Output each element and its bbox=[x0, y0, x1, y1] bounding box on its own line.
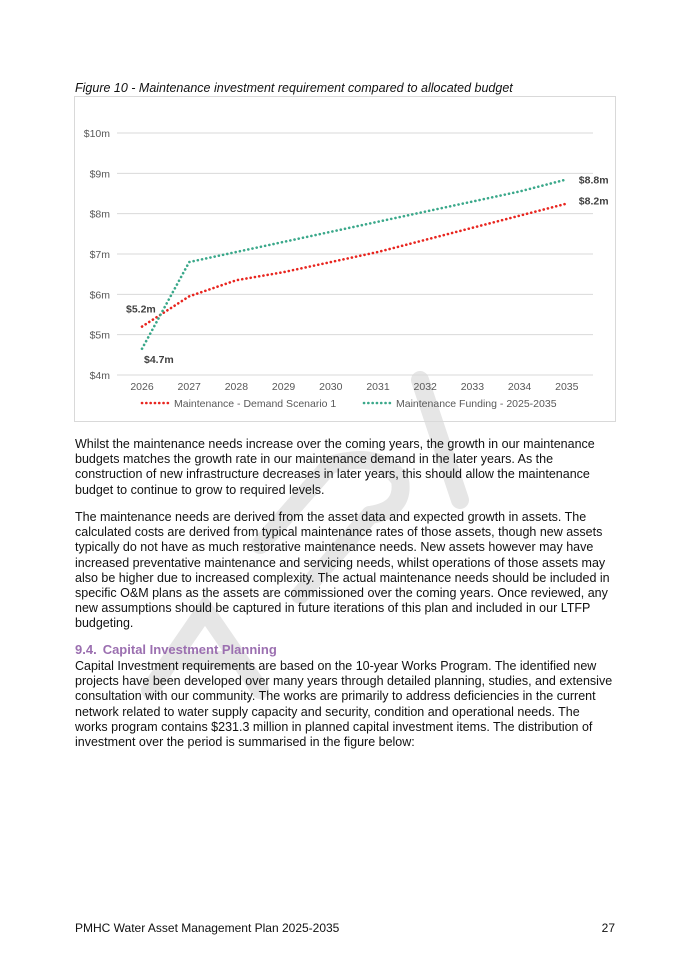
data-labels bbox=[126, 174, 609, 365]
footer-page-number: 27 bbox=[601, 921, 615, 935]
section-title: Capital Investment Planning bbox=[102, 642, 277, 657]
y-tick-label: $9m bbox=[89, 168, 110, 181]
y-tick-label: $10m bbox=[83, 128, 110, 140]
data-label: $4.7m bbox=[144, 353, 174, 366]
x-tick-label: 2026 bbox=[130, 381, 154, 393]
y-tick-label: $7m bbox=[89, 249, 110, 261]
x-tick-label: 2033 bbox=[460, 381, 485, 393]
section-heading bbox=[75, 642, 277, 657]
series-line-1 bbox=[142, 204, 567, 327]
y-tick-label: $8m bbox=[89, 208, 110, 221]
legend-label: Maintenance Funding - 2025-2035 bbox=[396, 398, 557, 410]
y-tick-label: $6m bbox=[89, 289, 110, 302]
y-tick-label: $4m bbox=[89, 370, 110, 382]
legend-label: Maintenance - Demand Scenario 1 bbox=[174, 398, 337, 410]
series-lines bbox=[142, 179, 567, 348]
x-tick-label: 2029 bbox=[271, 381, 296, 393]
x-tick-label: 2034 bbox=[507, 381, 532, 393]
x-tick-label: 2035 bbox=[555, 381, 579, 393]
paragraph-maintenance-needs: The maintenance needs are derived from the asset data and expected growth in assets. The calculated costs are derived from typical maintenance rates of those assets, though new assets typically do not have as much restorative maintenance needs. New assets however may have increased preventative maintenance and servicing needs, whilst operations of those assets may also be higher due to increased complexity. The actual maintenance needs should be included in specific O&M plans as the assets are commissioned over the coming years. Once reviewed, any new assumptions should be captured in future iterations of this plan and included in our LTFP budgeting. bbox=[75, 510, 610, 631]
x-tick-label: 2032 bbox=[413, 381, 437, 393]
footer-document-title: PMHC Water Asset Management Plan 2025-2035 bbox=[75, 921, 340, 935]
series-line-2 bbox=[142, 179, 567, 348]
maintenance-chart bbox=[74, 96, 616, 422]
data-label: $8.8m bbox=[578, 174, 609, 187]
y-tick-label: $5m bbox=[89, 329, 110, 342]
x-tick-label: 2030 bbox=[319, 381, 343, 393]
data-label: $5.2m bbox=[126, 303, 156, 316]
chart-svg bbox=[75, 97, 615, 421]
x-tick-label: 2028 bbox=[224, 381, 249, 393]
paragraph-maintenance-growth: Whilst the maintenance needs increase over the coming years, the growth in our maintenance budgets matches the growth rate in our maintenance demand in the later years. As the construction of new infrastructure decreases in later years, this should allow the maintenance budget to continue to grow to required levels. bbox=[75, 437, 595, 497]
y-axis-ticks bbox=[84, 128, 111, 382]
legend bbox=[142, 398, 557, 410]
section-number: 9.4. bbox=[75, 642, 97, 657]
figure-caption: Figure 10 - Maintenance investment requirement compared to allocated budget bbox=[75, 81, 513, 95]
x-tick-label: 2031 bbox=[366, 381, 390, 393]
paragraph-capital-investment: Capital Investment requirements are based on the 10-year Works Program. The identified new projects have been developed over many years through detailed planning, studies, and extensive consultation with our community. The works are primarily to address deficiencies in the current network related to water supply capacity and security, condition and operational needs. The works program contains $231.3 million in planned capital investment items. The distribution of investment over the period is summarised in the figure below: bbox=[75, 659, 613, 750]
data-label: $8.2m bbox=[578, 195, 609, 208]
x-tick-label: 2027 bbox=[177, 381, 201, 393]
x-axis-ticks bbox=[130, 381, 578, 393]
grid-lines bbox=[117, 133, 593, 375]
